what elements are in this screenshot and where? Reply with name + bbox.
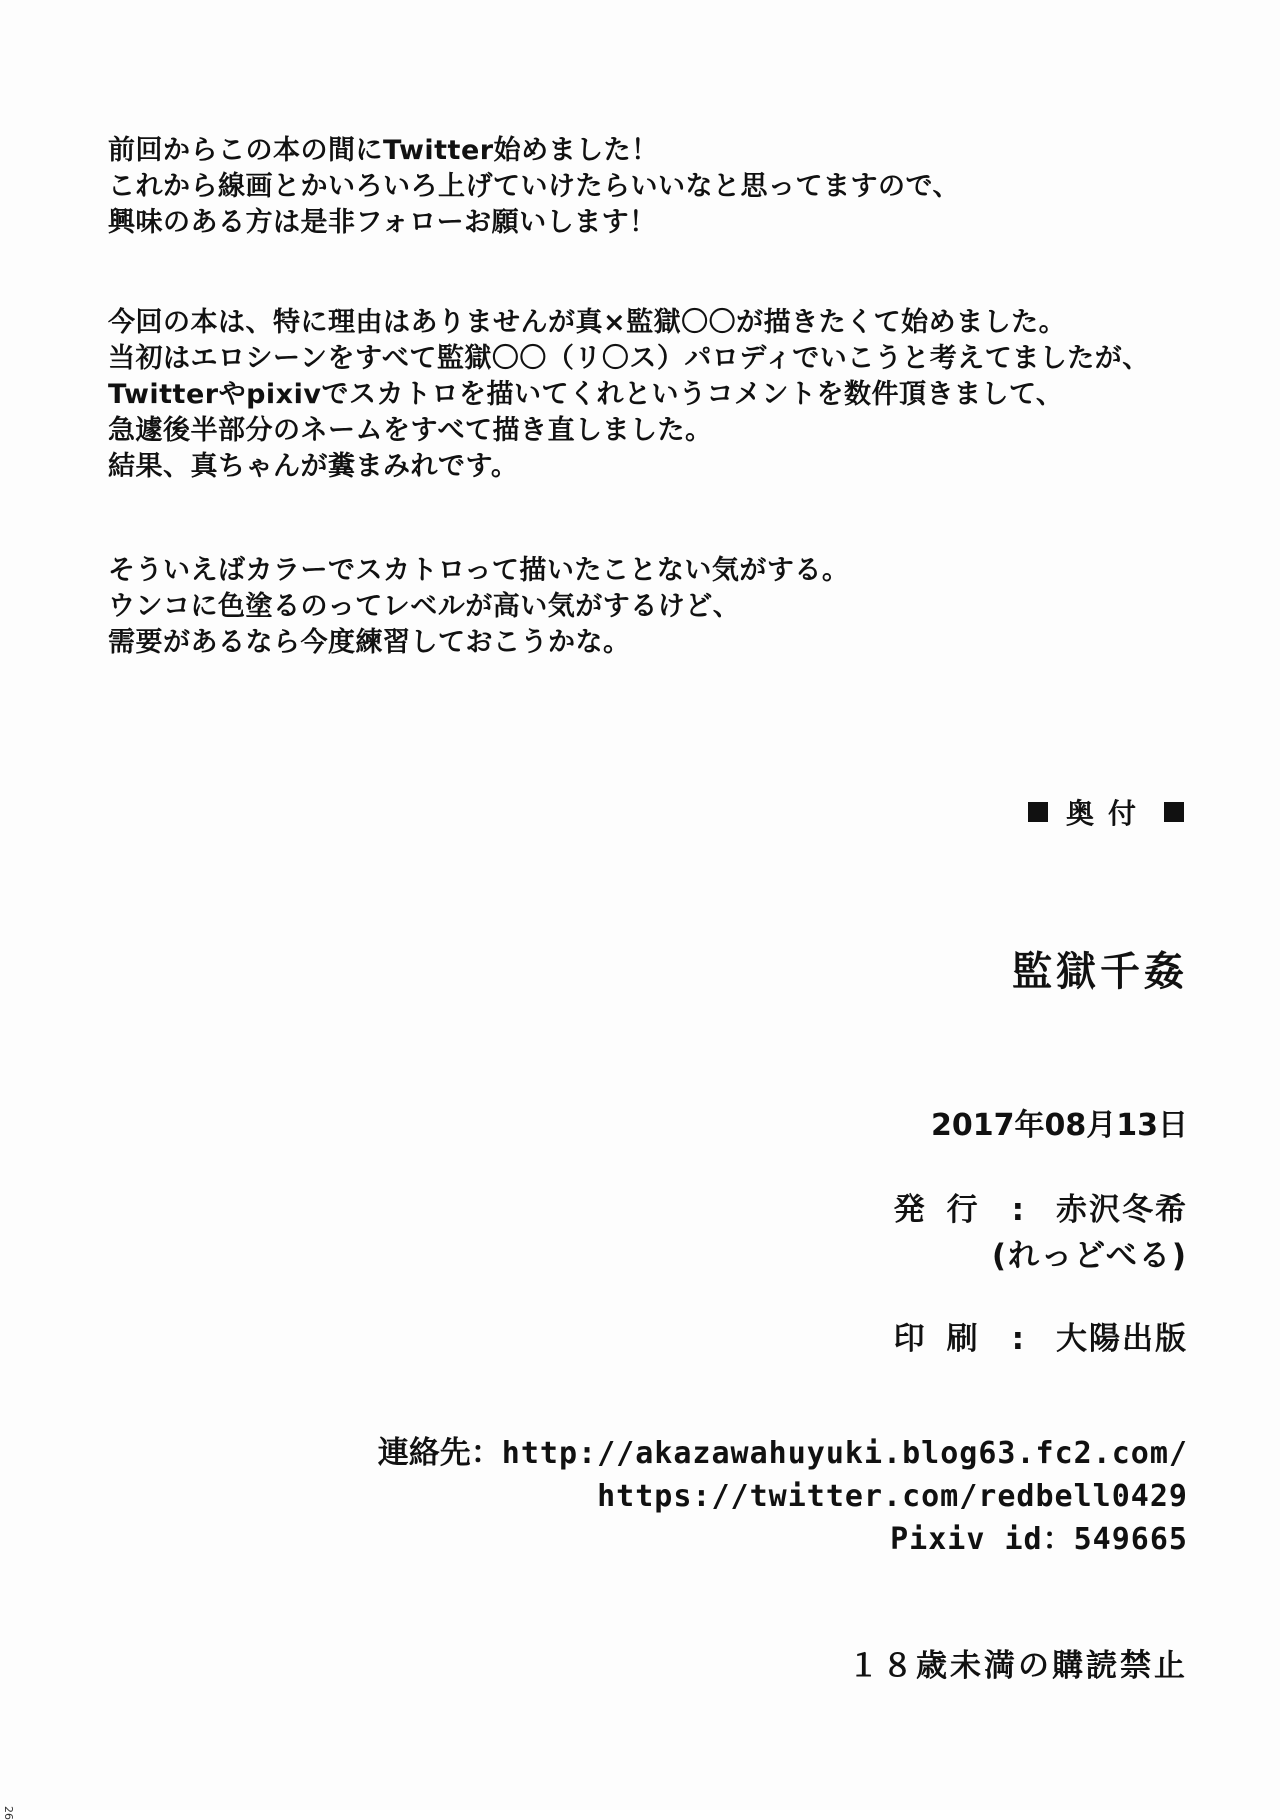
- pixiv-id: Pixiv id：549665: [890, 1522, 1188, 1557]
- afterword-paragraph: [108, 133, 1188, 241]
- square-bullet-icon: [1164, 802, 1184, 822]
- publisher-name: 赤沢冬希: [1056, 1192, 1188, 1228]
- contact-label: 連絡先：: [377, 1435, 502, 1471]
- colophon-header: [1028, 792, 1184, 832]
- afterword-text: [108, 133, 1188, 661]
- square-bullet-icon: [1028, 802, 1048, 822]
- printer-label: 印刷: [893, 1321, 1000, 1357]
- afterword-paragraph: [108, 553, 1188, 661]
- contact-blog-row: [378, 1432, 1188, 1475]
- afterword-line: ウンコに色塗るのってレベルが高い気がするけど、: [108, 591, 741, 622]
- afterword-line: 興味のある方は是非フォローお願いします！: [108, 207, 657, 238]
- age-restriction-notice: １８歳未満の購読禁止: [848, 1648, 1188, 1684]
- book-title: 監獄千姦: [1012, 949, 1188, 995]
- afterword-line: 今回の本は、特に理由はありませんが真×監獄〇〇が描きたくて始めました。: [108, 307, 1067, 338]
- contact-block: [378, 1432, 1188, 1561]
- publication-date: 2017年08月13日: [931, 1108, 1188, 1143]
- circle-name: (れっどべる): [991, 1238, 1188, 1274]
- twitter-url: https://twitter.com/redbell0429: [597, 1479, 1188, 1514]
- afterword-line: そういえばカラーでスカトロって描いたことない気がする。: [108, 555, 850, 586]
- afterword-line: 急遽後半部分のネームをすべて描き直しました。: [108, 415, 713, 446]
- colophon-header-label: 奥付: [1065, 797, 1150, 830]
- afterword-line: 需要があるなら今度練習しておこうかな。: [108, 627, 631, 658]
- afterword-line: これから線画とかいろいろ上げていけたらいいなと思ってますので、: [108, 171, 960, 202]
- afterword-paragraph: [108, 305, 1188, 485]
- blog-url: http://akazawahuyuki.blog63.fc2.com/: [501, 1436, 1188, 1471]
- printer-row: [894, 1313, 1188, 1358]
- publisher-separator: :: [1011, 1192, 1024, 1228]
- page-number: 26: [2, 1806, 15, 1820]
- publisher-row: [894, 1184, 1188, 1229]
- afterword-line: 当初はエロシーンをすべて監獄〇〇（リ〇ス）パロディでいこうと考えてましたが、: [108, 343, 1150, 374]
- publisher-label: 発行: [893, 1192, 1000, 1228]
- printer-separator: :: [1011, 1321, 1024, 1357]
- afterword-line: Twitterやpixivでスカトロを描いてくれというコメントを数件頂きまして、: [108, 379, 1064, 410]
- afterword-line: 前回からこの本の間にTwitter始めました！: [108, 135, 659, 166]
- afterword-line: 結果、真ちゃんが糞まみれです。: [108, 451, 519, 482]
- printer-name: 大陽出版: [1056, 1321, 1188, 1357]
